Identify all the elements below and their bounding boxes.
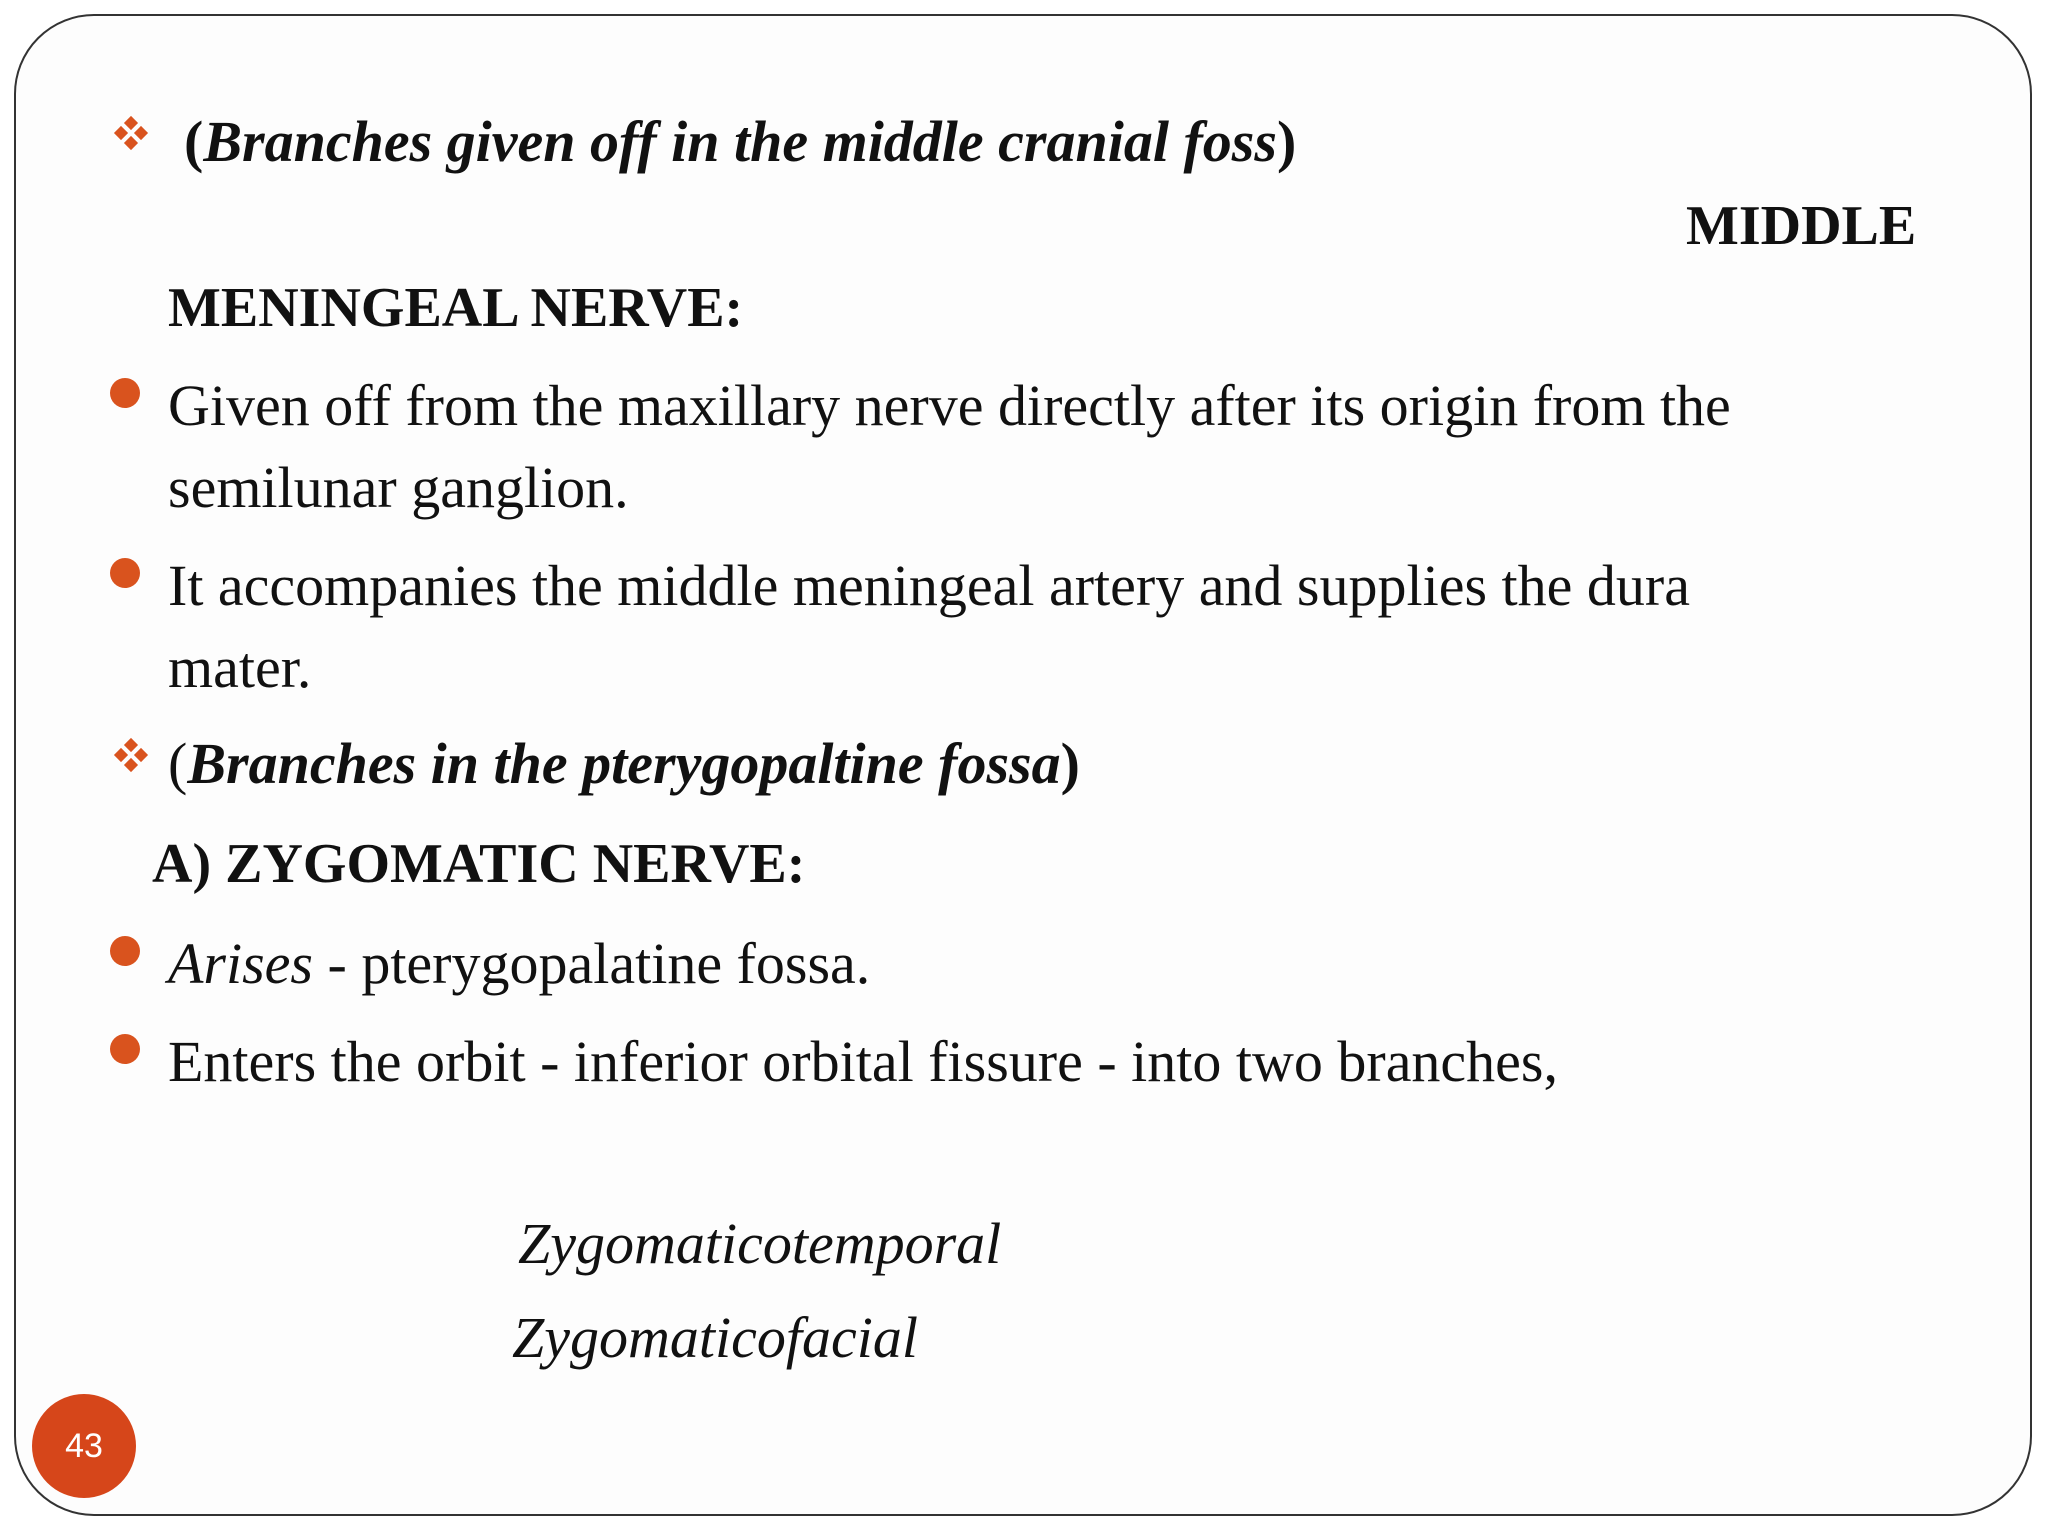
section-title-zygomatic-nerve: A) ZYGOMATIC NERVE: <box>152 833 806 895</box>
bullet-4: Enters the orbit - inferior orbital fissure - into two branches, <box>168 1029 1558 1094</box>
round-bullet-icon <box>110 378 140 408</box>
bullet-3 <box>168 930 870 997</box>
branch-zygomaticofacial: Zygomaticofacial <box>512 1305 918 1370</box>
diamond-bullet-icon <box>116 740 146 770</box>
branch-zygomaticotemporal: Zygomaticotemporal <box>518 1211 1002 1276</box>
round-bullet-icon <box>110 1034 140 1064</box>
section-title-meningeal-nerve: MENINGEAL NERVE: <box>168 277 744 339</box>
heading-branches-middle-cranial-fossa <box>184 108 1296 175</box>
bullet-2-line-2: mater. <box>168 635 312 700</box>
diamond-bullet-icon <box>116 118 146 148</box>
page-number-badge: 43 <box>32 1394 136 1498</box>
heading-branches-pterygopalatine-fossa <box>168 730 1080 797</box>
heading-text: Branches in the pterygopaltine fossa <box>187 731 1061 796</box>
bullet-3-rest: - pterygopalatine fossa. <box>313 931 871 996</box>
round-bullet-icon <box>110 558 140 588</box>
heading-text: Branches given off in the middle cranial foss <box>203 109 1277 174</box>
round-bullet-icon <box>110 936 140 966</box>
bullet-1-line-1: Given off from the maxillary nerve directly after its origin from the <box>168 373 1731 438</box>
heading-close-paren: ) <box>1060 731 1080 796</box>
section-title-middle: MIDDLE <box>1686 195 1917 257</box>
bullet-1-line-2: semilunar ganglion. <box>168 455 629 520</box>
heading-open-paren: ( <box>168 731 188 796</box>
bullet-2-line-1: It accompanies the middle meningeal artery and supplies the dura <box>168 553 1690 618</box>
bullet-3-italic: Arises <box>168 931 313 996</box>
heading-open-paren: ( <box>184 109 204 174</box>
heading-close-paren: ) <box>1276 109 1297 174</box>
